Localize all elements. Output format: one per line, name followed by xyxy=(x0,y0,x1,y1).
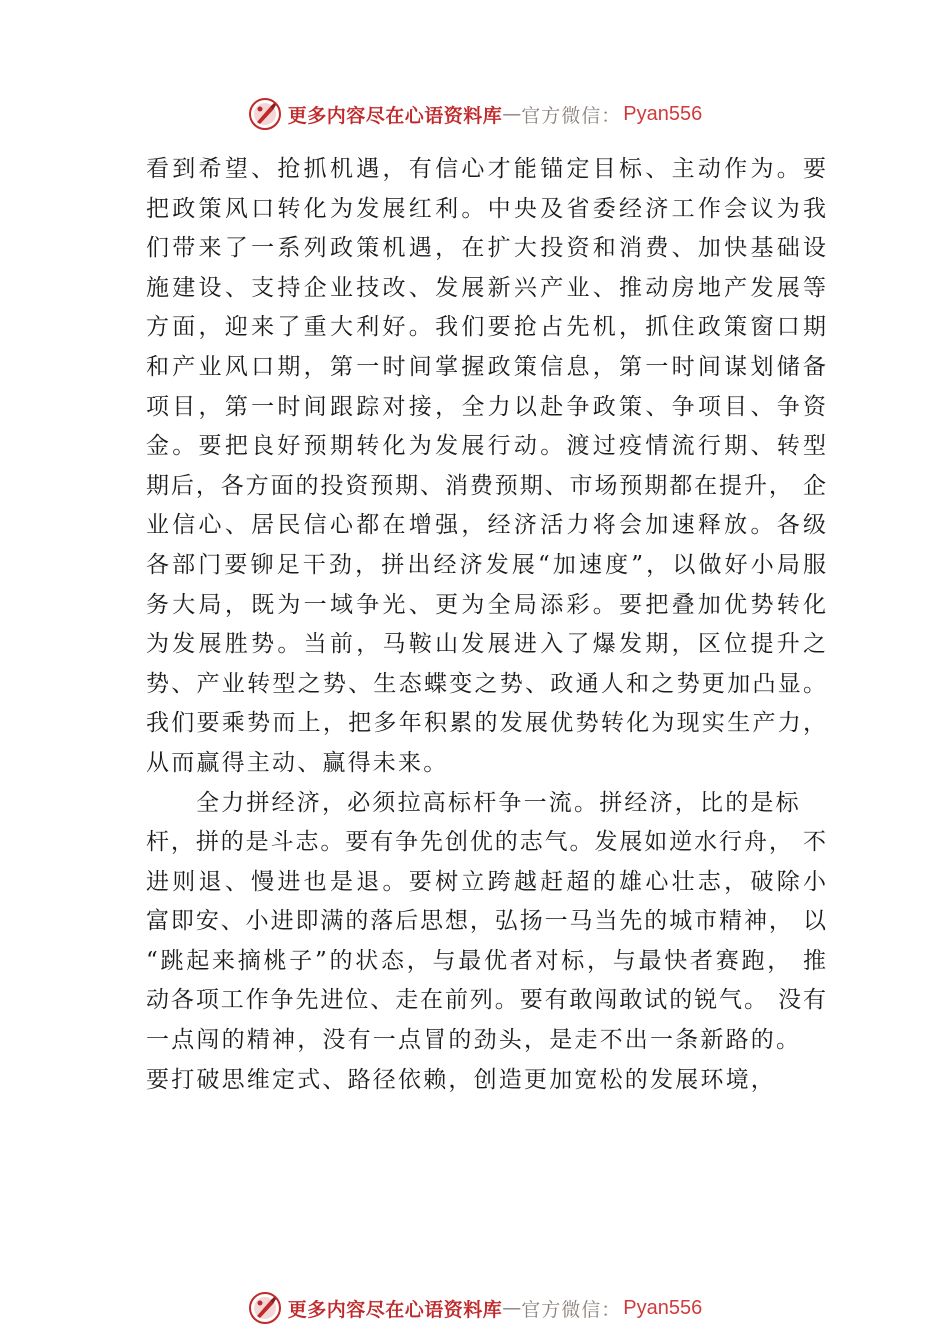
body-line: 金。要把良好预期转化为发展行动。渡过疫情流行期、转型 xyxy=(146,433,826,460)
body-line: “跳起来摘桃子”的状态，与最优者对标，与最快者赛跑， 推 xyxy=(146,947,826,974)
body-line: 方面，迎来了重大利好。我们要抢占先机，抓住政策窗口期 xyxy=(146,314,826,341)
body-line: 杆，拼的是斗志。要有争先创优的志气。发展如逆水行舟， 不 xyxy=(146,829,826,856)
footer-banner xyxy=(0,1288,950,1328)
body-line: 把政策风口转化为发展红利。中央及省委经济工作会议为我 xyxy=(146,195,826,222)
body-line: 期后，各方面的投资预期、消费预期、市场预期都在提升， 企 xyxy=(146,472,826,499)
header-dash: — xyxy=(502,103,522,125)
body-line: 看到希望、抢抓机遇，有信心才能锚定目标、主动作为。要 xyxy=(146,156,826,182)
body-line: 为发展胜势。当前，马鞍山发展进入了爆发期，区位提升之 xyxy=(146,631,826,658)
footer-dash: — xyxy=(502,1297,522,1319)
paragraph-start-line: 全力拼经济，必须拉高标杆争一流。拼经济，比的是标 xyxy=(196,789,801,816)
header-brand-text: 更多内容尽在心语资料库 xyxy=(287,104,503,127)
footer-brand-text: 更多内容尽在心语资料库 xyxy=(287,1298,503,1321)
body-line: 从而赢得主动、赢得未来。 xyxy=(146,749,449,776)
header-banner xyxy=(0,94,950,134)
body-line: 和产业风口期，第一时间掌握政策信息，第一时间谋划储备 xyxy=(146,353,826,380)
body-line: 富即安、小进即满的落后思想，弘扬一马当先的城市精神， 以 xyxy=(146,908,826,935)
body-line: 们带来了一系列政策机遇，在扩大投资和消费、加快基础设 xyxy=(146,235,826,262)
footer-wechat-label: 官方微信： xyxy=(521,1298,622,1321)
header-wechat-label: 官方微信： xyxy=(521,104,622,127)
header-wechat-handle: Pyan556 xyxy=(623,102,703,125)
body-line: 施建设、支持企业技改、发展新兴产业、推动房地产发展等 xyxy=(146,274,826,301)
body-line: 各部门要铆足干劲，拼出经济发展“加速度”，以做好小局服 xyxy=(146,551,826,578)
body-line: 项目，第一时间跟踪对接，全力以赴争政策、争项目、争资 xyxy=(146,393,826,420)
body-line: 动各项工作争先进位、走在前列。要有敢闯敢试的锐气。 没有 xyxy=(146,987,826,1014)
body-line: 我们要乘势而上，把多年积累的发展优势转化为现实生产力， xyxy=(146,710,826,737)
body-line: 要打破思维定式、路径依赖，创造更加宽松的发展环境， xyxy=(146,1066,776,1093)
pen-nib-logo-icon xyxy=(248,1291,282,1325)
body-line: 进则退、慢进也是退。要树立跨越赶超的雄心壮志，破除小 xyxy=(146,868,826,895)
article-body xyxy=(146,150,826,1100)
pen-nib-logo-icon xyxy=(248,97,282,131)
body-line: 一点闯的精神，没有一点冒的劲头，是走不出一条新路的。 xyxy=(146,1027,802,1054)
body-line: 业信心、居民信心都在增强，经济活力将会加速释放。各级 xyxy=(146,512,826,539)
footer-wechat-handle: Pyan556 xyxy=(623,1296,703,1319)
body-line: 务大局，既为一域争光、更为全局添彩。要把叠加优势转化 xyxy=(146,591,826,618)
body-line: 势、产业转型之势、生态蝶变之势、政通人和之势更加凸显。 xyxy=(146,670,826,697)
